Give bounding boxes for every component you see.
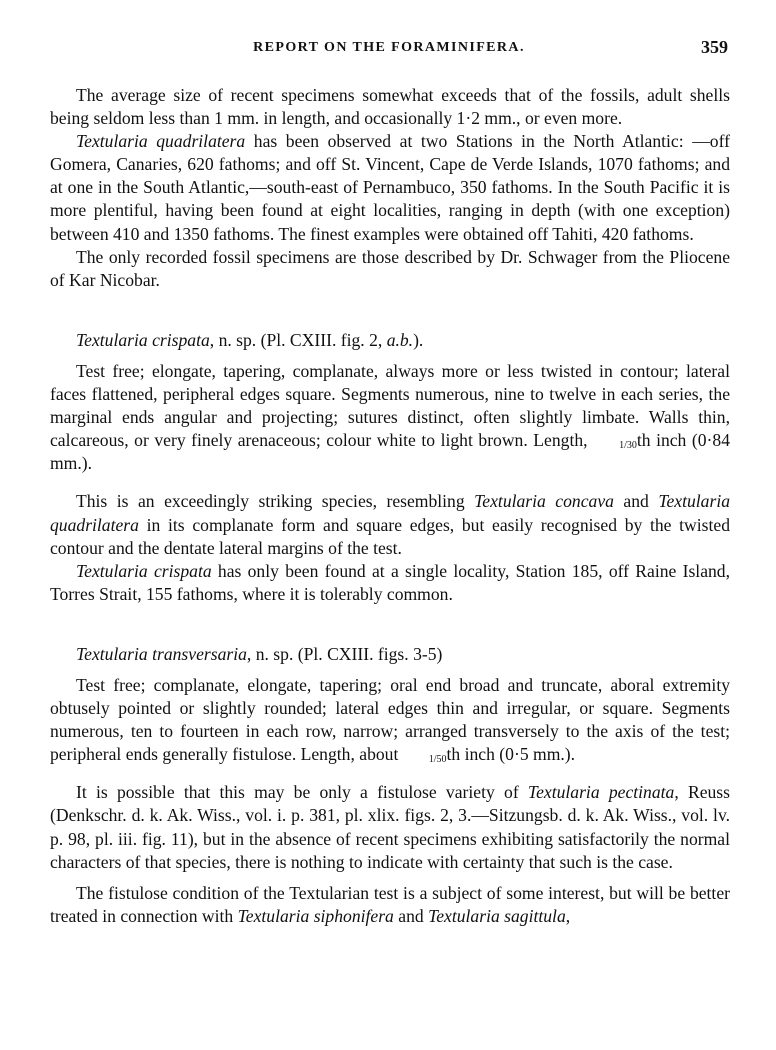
species-name: Textularia siphonifera [237, 905, 394, 926]
paragraph-text: has been observed at two Stations in the North Atlantic: —off Gomera, Canaries, 620 fathoms; and off St. Vincent, Cape de Verde Islands, 1070 fathoms; and at one in the South Atlantic,—south-east of Pernambuco, 350 fathoms. In the South Pacific it is more plentiful, having been found at eight localities, ranging in depth (with one exception) between 410 and 1350 fathoms. The finest examples were obtained off Tahiti, 420 fathoms. [50, 131, 730, 244]
paragraph-text: th inch (0·5 mm.). [446, 744, 576, 765]
paragraph-text: , [565, 905, 571, 926]
paragraph-text: The fistulose condition of the Textularian test is a subject of some interest, but will be better treated in connection with [50, 882, 730, 926]
paragraph-text: in its complanate form and square edges, but easily recognised by the twisted contour and the dentate lateral margins of the test. [50, 514, 730, 558]
paragraph-fistulose-condition [50, 882, 730, 928]
species-name: Textularia sagittula [428, 905, 566, 926]
species-name: Textularia crispata [76, 329, 210, 350]
species-name: Textularia crispata [76, 560, 212, 581]
page-number: 359 [701, 37, 728, 57]
paragraph-quadrilatera-distribution [50, 130, 730, 245]
species-heading-transversaria [50, 643, 730, 666]
paragraph-text: th inch (0·84 mm.). [50, 430, 730, 474]
paragraph-text: and [393, 905, 429, 926]
paragraph-text: The average size of recent specimens somewhat exceeds that of the fossils, adult shells being seldom less than 1 mm. in length, and occasionally 1·2 mm., or even more. [50, 85, 730, 129]
species-name: Textularia quadrilatera [76, 131, 246, 152]
paragraph-text: and [613, 491, 659, 512]
paragraph-text: It is possible that this may be only a fistulose variety of [76, 782, 528, 803]
page-body [50, 84, 730, 928]
heading-text: , n. sp. (Pl. CXIII. fig. 2, [209, 329, 387, 350]
paragraph-text: Test free; complanate, elongate, tapering; oral end broad and truncate, aboral extremity obtusely pointed or slightly rounded; lateral edges thin and irregular, or square. Segments numerous, ten to fourteen in each row, narrow; arranged transversely to the axis of the test; peripheral ends generally fistulose. Length, about [50, 674, 730, 765]
species-name: Textularia pectinata [527, 782, 675, 803]
paragraph-text: has only been found at a single locality, Station 185, off Raine Island, Torres Strait, 155 fathoms, where it is tolerably common. [50, 560, 730, 604]
paragraph-text: Test free; elongate, tapering, complanate, always more or less twisted in contour; lateral faces flattened, peripheral edges square. Segments numerous, nine to twelve in each series, the marginal ends angular and projecting; sutures distinct, often slightly limbate. Walls thin, calcareous, or very finely arenaceous; colour white to light brown. Length, [50, 360, 730, 451]
description-transversaria [50, 674, 730, 766]
heading-text: ). [413, 329, 424, 350]
fraction: 1/50 [428, 754, 447, 766]
paragraph-text: This is an exceedingly striking species, resembling [76, 491, 475, 512]
paragraph-average-size [50, 84, 730, 130]
locality-crispata [50, 560, 730, 606]
heading-text: , n. sp. (Pl. CXIII. figs. 3-5) [246, 643, 443, 664]
species-name: Textularia quadrilatera [50, 491, 731, 535]
page-header [50, 37, 728, 66]
paragraph-text: The only recorded fossil specimens are those described by Dr. Schwager from the Pliocene of Kar Nicobar. [50, 246, 730, 290]
remarks-crispata [50, 490, 730, 559]
description-crispata [50, 360, 730, 475]
running-title: REPORT ON THE FORAMINIFERA. [253, 40, 525, 55]
figure-reference: a.b. [386, 329, 414, 350]
species-heading-crispata [50, 329, 730, 352]
paragraph-text: , Reuss (Denkschr. d. k. Ak. Wiss., vol. i. p. 381, pl. xlix. figs. 2, 3.—Sitzungsb. d. k. Ak. Wiss., vol. lv. p. 98, pl. iii. fig. 11), but in the absence of recent specimens exhibiting satisfactorily the normal characters of that species, there is nothing to indicate with certainty that such is the case. [50, 782, 730, 872]
paragraph-fossil-record [50, 246, 730, 292]
fraction: 1/30 [619, 440, 637, 452]
species-name: Textularia concava [474, 491, 614, 512]
remarks-transversaria [50, 781, 730, 873]
species-name: Textularia transversaria [76, 643, 247, 664]
